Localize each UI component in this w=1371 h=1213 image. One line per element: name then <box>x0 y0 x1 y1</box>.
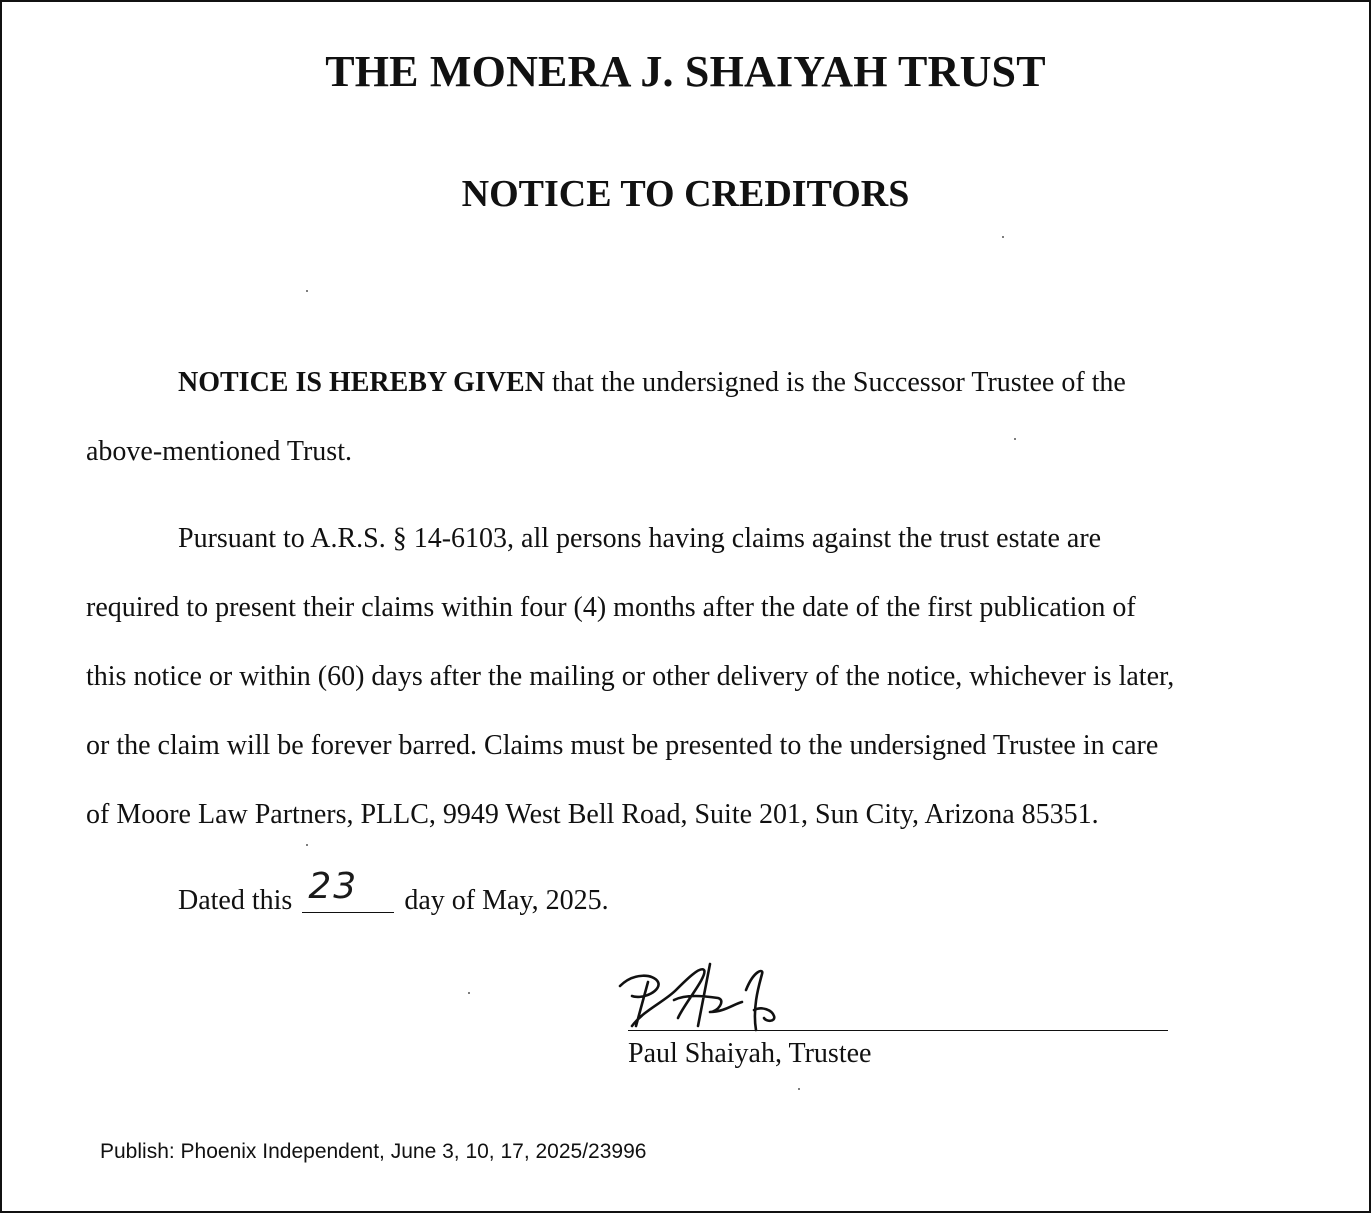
notice-heading: NOTICE TO CREDITORS <box>461 173 910 215</box>
paragraph-claims <box>86 504 1286 849</box>
scan-speck <box>468 992 470 994</box>
notice-lead: NOTICE IS HEREBY GIVEN <box>178 367 545 398</box>
dated-line <box>178 866 609 917</box>
trust-title: THE MONERA J. SHAIYAH TRUST <box>325 47 1046 96</box>
signature-icon <box>614 960 794 1040</box>
signer-name: Paul Shaiyah, Trustee <box>628 1038 872 1069</box>
scan-speck <box>306 844 308 846</box>
notice-line2-text: above-mentioned Trust. <box>86 436 352 467</box>
dated-suffix: day of May, 2025. <box>404 885 609 916</box>
publish-line: Publish: Phoenix Independent, June 3, 10, 17, 2025/23996 <box>100 1140 647 1163</box>
scan-speck <box>1014 438 1016 440</box>
paragraph-indent <box>86 523 178 554</box>
claims-line2: required to present their claims within four (4) months after the date of the first publication of <box>86 592 1136 623</box>
claims-line5: of Moore Law Partners, PLLC, 9949 West Bell Road, Suite 201, Sun City, Arizona 85351. <box>86 799 1099 830</box>
scan-speck <box>1002 236 1004 238</box>
claims-line1: Pursuant to A.R.S. § 14-6103, all persons having claims against the trust estate are <box>178 523 1102 554</box>
notice-line1-text: that the undersigned is the Successor Trustee of the <box>544 367 1126 398</box>
paragraph-indent <box>86 367 178 398</box>
date-blank <box>302 866 394 913</box>
scan-speck <box>798 1088 800 1090</box>
signature-line <box>628 1030 1168 1031</box>
claims-line4: or the claim will be forever barred. Claims must be presented to the undersigned Trustee in care <box>86 730 1159 761</box>
claims-line3: this notice or within (60) days after the mailing or other delivery of the notice, whichever is later, <box>86 661 1175 692</box>
paragraph-notice-given <box>86 348 1286 486</box>
dated-prefix: Dated this <box>178 885 293 916</box>
scan-speck <box>306 290 308 292</box>
handwritten-day: 23 <box>308 866 359 907</box>
